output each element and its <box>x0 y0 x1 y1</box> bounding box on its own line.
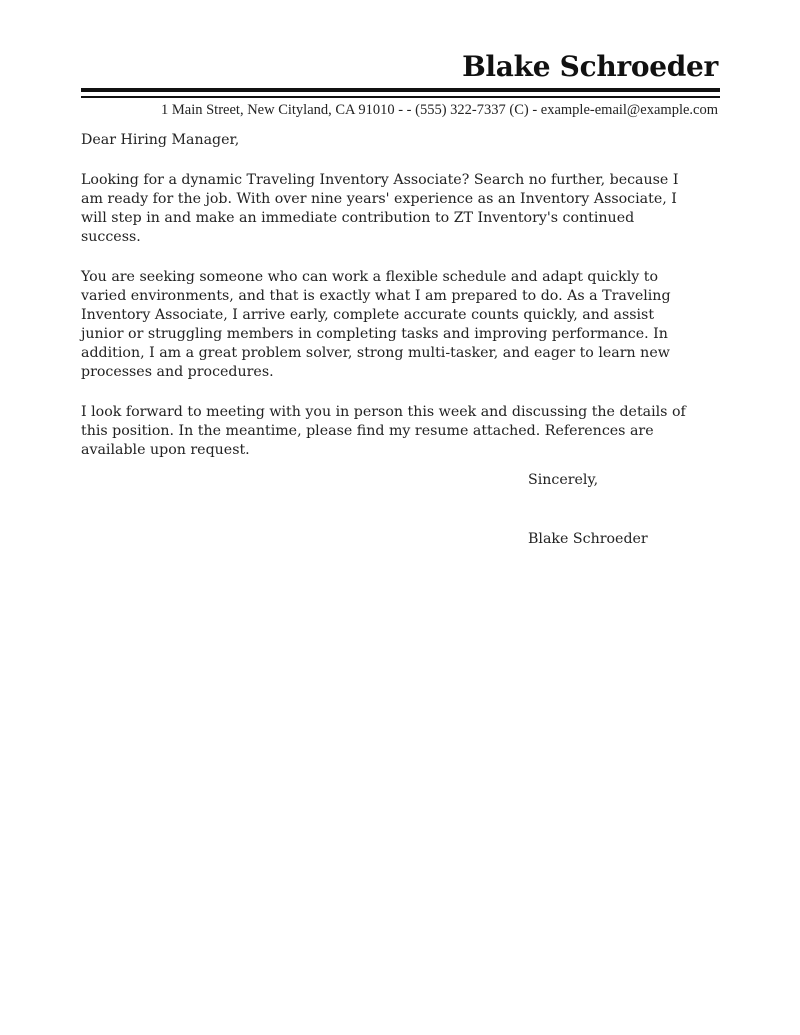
text-line: addition, I am a great problem solver, strong multi-tasker, and eager to learn new <box>81 345 670 361</box>
text-line: Inventory Associate, I arrive early, complete accurate counts quickly, and assist <box>81 307 655 323</box>
paragraph-1 <box>81 171 686 247</box>
text-line: varied environments, and that is exactly what I am prepared to do. As a Traveling <box>81 288 671 304</box>
paragraph-2 <box>81 268 686 382</box>
text-line: Looking for a dynamic Traveling Inventory Associate? Search no further, because I <box>81 172 679 188</box>
closing: Sincerely, <box>528 472 599 488</box>
text-line: available upon request. <box>81 442 250 458</box>
salutation: Dear Hiring Manager, <box>81 132 240 148</box>
text-line: this position. In the meantime, please find my resume attached. References are <box>81 423 654 439</box>
text-line: will step in and make an immediate contribution to ZT Inventory's continued <box>81 210 635 226</box>
text-line: processes and procedures. <box>81 364 274 380</box>
header-rule-thin <box>81 96 720 98</box>
contact-info: 1 Main Street, New Cityland, CA 91010 - - (555) 322-7337 (C) - example-email@example.com <box>161 102 718 118</box>
text-line: am ready for the job. With over nine years' experience as an Inventory Associate, I <box>81 191 677 207</box>
text-line: success. <box>81 229 141 245</box>
header-rule-thick <box>81 88 720 92</box>
text-line: junior or struggling members in completing tasks and improving performance. In <box>81 326 668 342</box>
paragraph-3 <box>81 403 686 460</box>
letter-body <box>81 131 686 481</box>
signature: Blake Schroeder <box>528 531 648 547</box>
applicant-name: Blake Schroeder <box>462 50 718 83</box>
text-line: You are seeking someone who can work a flexible schedule and adapt quickly to <box>81 269 659 285</box>
text-line: I look forward to meeting with you in person this week and discussing the details of <box>81 404 686 420</box>
